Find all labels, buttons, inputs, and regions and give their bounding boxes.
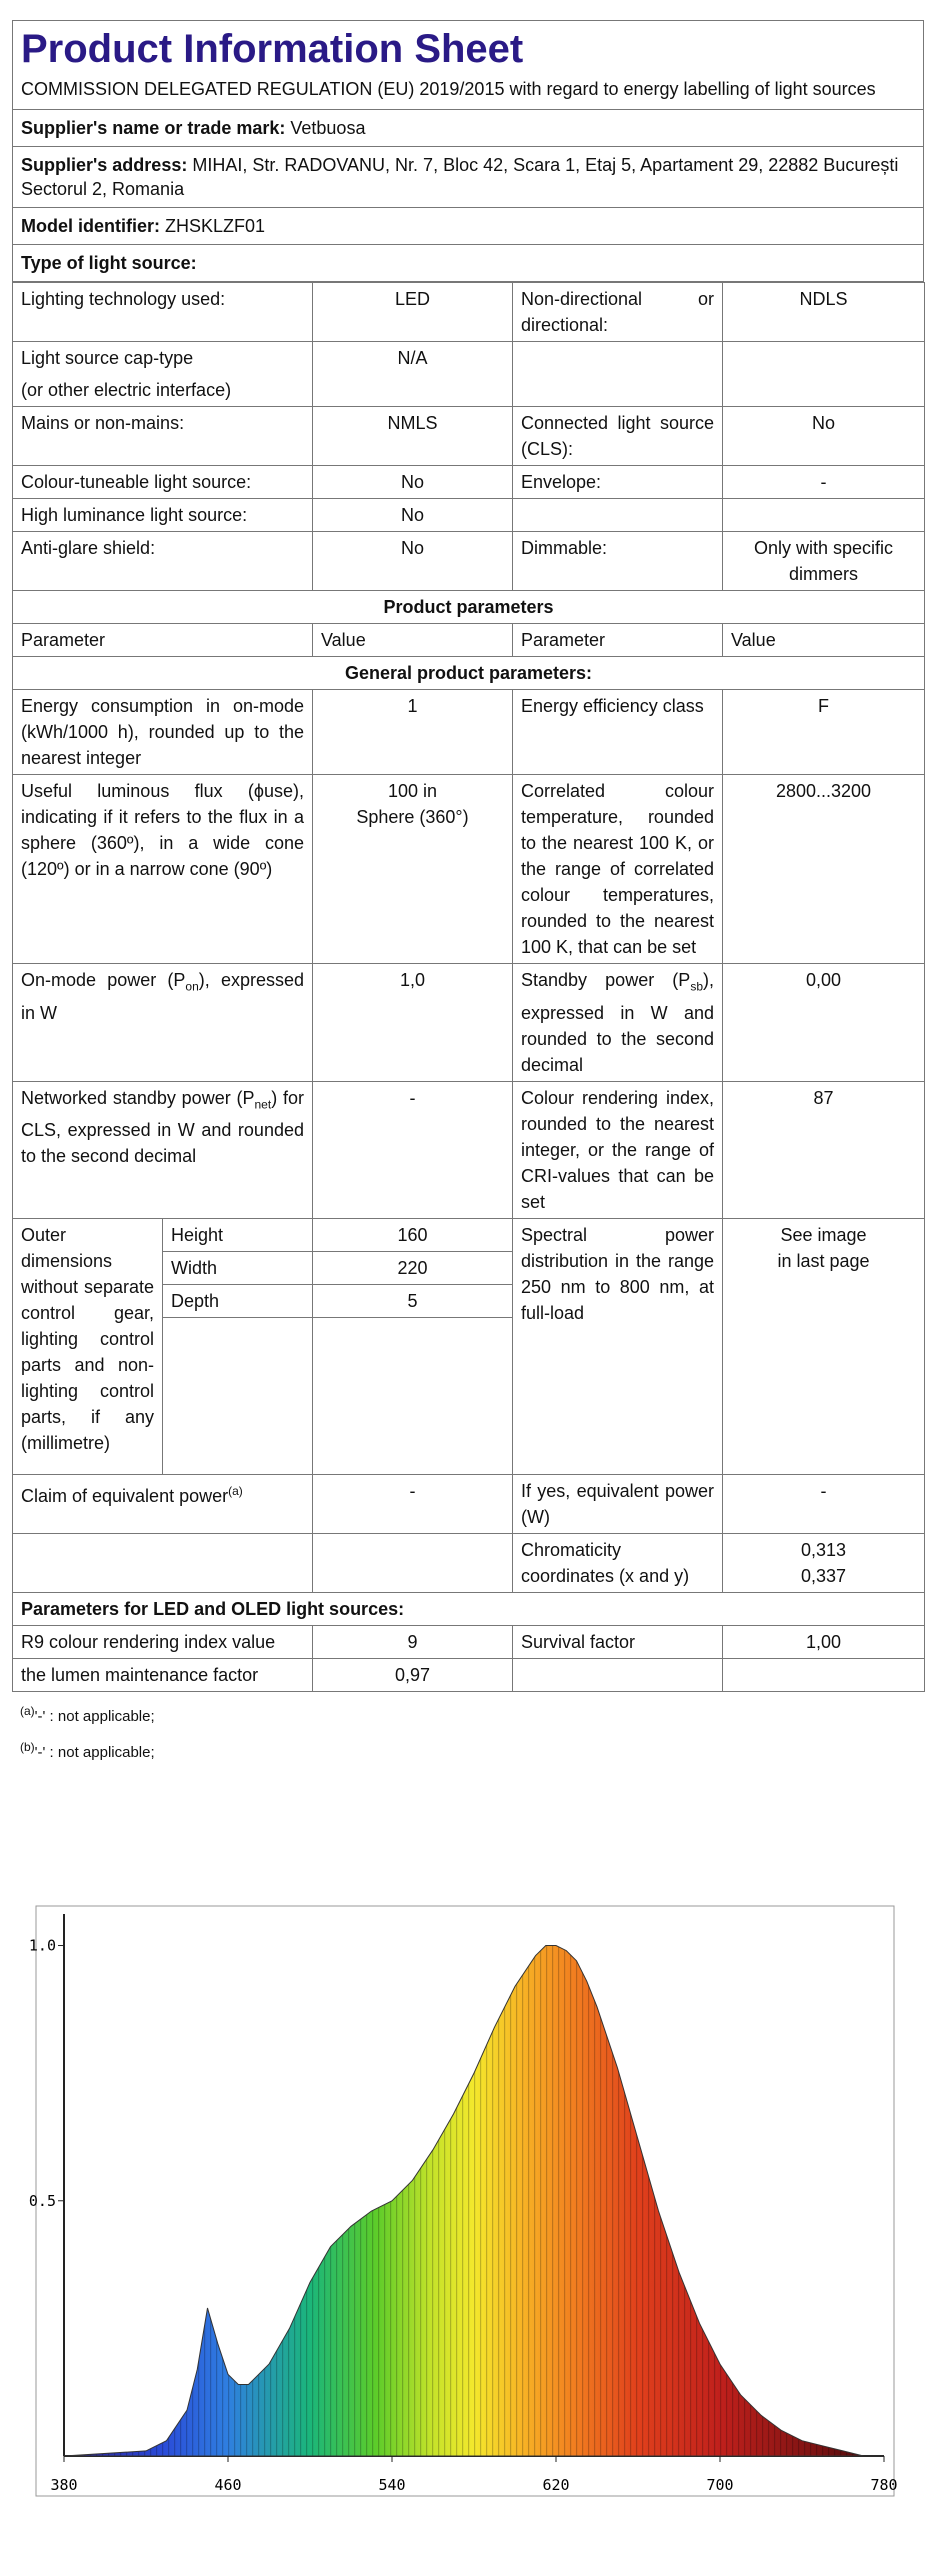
cell-line: See image <box>780 1224 867 1245</box>
spectral-power-distribution-chart <box>12 1900 924 2520</box>
cell-text: On-mode power (P <box>21 970 186 990</box>
cell <box>13 1533 313 1592</box>
chart-svg <box>12 1900 924 2520</box>
cell <box>723 342 925 407</box>
cell: Connected light source (CLS): <box>513 407 723 466</box>
x-tick-label: 460 <box>214 2476 242 2494</box>
model-identifier: ZHSKLZF01 <box>165 216 266 236</box>
footnote-a <box>20 1696 924 1732</box>
cell: 1,00 <box>723 1625 925 1658</box>
cell <box>13 342 313 407</box>
type-label: Type of light source: <box>21 253 197 273</box>
cell <box>723 1658 925 1691</box>
cell: Height <box>163 1218 313 1251</box>
cell <box>13 1081 313 1218</box>
cell: Useful luminous flux (ϕuse), indicating if it refers to the flux in a sphere (360º), in a wide cone (120º) or in a narrow cone (90º) <box>13 775 313 964</box>
table-row <box>13 624 925 657</box>
cell-line: Sphere (360°) <box>356 807 469 827</box>
table-row <box>13 1081 925 1218</box>
table-row <box>13 1474 925 1533</box>
cell: No <box>313 499 513 532</box>
table-row <box>13 690 925 775</box>
cell <box>163 1317 313 1474</box>
cell: Dimmable: <box>513 532 723 591</box>
cell-line: in last page <box>777 1250 870 1271</box>
subscript: sb <box>690 979 703 994</box>
cell-text: Networked standby power (P <box>21 1087 255 1108</box>
cell: Chromaticity coordinates (x and y) <box>513 1533 723 1592</box>
supplier-address: MIHAI, Str. RADOVANU, Nr. 7, Bloc 42, Scara 1, Etaj 5, Apartament 29, 22882 București Sectorul 2, Romania <box>21 155 899 199</box>
cell: 9 <box>313 1625 513 1658</box>
cell: Envelope: <box>513 466 723 499</box>
cell-text: ) for CLS, expressed in W and rounded to the second decimal <box>21 1087 304 1167</box>
subscript: net <box>254 1097 272 1112</box>
footnote-text: '-' : not applicable; <box>34 1743 155 1761</box>
cell-text: ), expressed in W <box>21 970 305 1023</box>
cell: Width <box>163 1251 313 1284</box>
cell: Colour-tuneable light source: <box>13 466 313 499</box>
section-heading: General product parameters: <box>13 657 925 690</box>
table-row <box>13 499 925 532</box>
supplier-name: Vetbuosa <box>290 118 366 138</box>
page-title: Product Information Sheet <box>12 20 924 75</box>
cell: Lighting technology used: <box>13 283 313 342</box>
cell: - <box>313 1474 513 1533</box>
cell <box>513 499 723 532</box>
cell: 220 <box>313 1251 513 1284</box>
cell: - <box>723 1474 925 1533</box>
table-row <box>13 591 925 624</box>
cell: Energy efficiency class <box>513 690 723 775</box>
cell: Only with specific dimmers <box>723 532 925 591</box>
cell: High luminance light source: <box>13 499 313 532</box>
model-row <box>12 208 924 245</box>
cell: Colour rendering index, rounded to the nearest integer, or the range of CRI-values that can be set <box>513 1081 723 1218</box>
footnote-mark: (b) <box>20 1739 35 1754</box>
table-row <box>13 1218 925 1251</box>
supplier-address-row <box>12 147 924 208</box>
cell: If yes, equivalent power (W) <box>513 1474 723 1533</box>
cell: the lumen maintenance factor <box>13 1658 313 1691</box>
cell: NDLS <box>723 283 925 342</box>
x-tick-label: 380 <box>50 2476 78 2494</box>
footnote-text: '-' : not applicable; <box>34 1707 155 1725</box>
type-row <box>12 245 924 282</box>
cell: Mains or non-mains: <box>13 407 313 466</box>
table-row <box>13 283 925 342</box>
cell: N/A <box>313 342 513 407</box>
cell <box>513 342 723 407</box>
cell: LED <box>313 283 513 342</box>
cell <box>513 964 723 1082</box>
footnotes <box>12 1692 924 1768</box>
cell-line: 0,337 <box>800 1565 847 1586</box>
cell: Spectral power distribution in the range 250 nm to 800 nm, at full-load <box>513 1218 723 1474</box>
supplier-name-label: Supplier's name or trade mark: <box>21 118 286 138</box>
cell <box>723 499 925 532</box>
cell: 160 <box>313 1218 513 1251</box>
cell <box>513 1658 723 1691</box>
cell: No <box>313 532 513 591</box>
footnote-b <box>20 1732 924 1768</box>
product-information-sheet <box>12 20 924 1768</box>
table-row <box>13 657 925 690</box>
table-row <box>13 532 925 591</box>
cell: Depth <box>163 1284 313 1317</box>
cell: 1,0 <box>313 964 513 1082</box>
supplier-name-row <box>12 110 924 147</box>
table-row <box>13 1533 925 1592</box>
cell: Survival factor <box>513 1625 723 1658</box>
cell: 1 <box>313 690 513 775</box>
x-tick-label: 540 <box>378 2476 406 2494</box>
cell: R9 colour rendering index value <box>13 1625 313 1658</box>
table-row <box>13 1658 925 1691</box>
cell <box>13 1474 313 1533</box>
cell: 0,97 <box>313 1658 513 1691</box>
table-row <box>13 1625 925 1658</box>
cell-line: (or other electric interface) <box>21 380 232 400</box>
supplier-address-label: Supplier's address: <box>21 155 188 175</box>
cell-text: Claim of equivalent power <box>21 1485 229 1506</box>
cell: Energy consumption in on-mode (kWh/1000 h), rounded up to the nearest integer <box>13 690 313 775</box>
x-tick-label: 780 <box>870 2476 898 2494</box>
cell-line: 100 in <box>387 781 438 801</box>
column-header: Parameter <box>513 624 723 657</box>
cell: No <box>313 466 513 499</box>
footnote-mark: (a) <box>20 1703 35 1718</box>
cell: NMLS <box>313 407 513 466</box>
cell <box>313 1533 513 1592</box>
cell: Non-directional or directional: <box>513 283 723 342</box>
parameters-table <box>12 282 925 1692</box>
cell: 5 <box>313 1284 513 1317</box>
cell: Anti-glare shield: <box>13 532 313 591</box>
table-row <box>13 466 925 499</box>
cell-text: ), expressed in W and rounded to the second decimal <box>521 970 714 1075</box>
cell: 87 <box>723 1081 925 1218</box>
cell: 0,00 <box>723 964 925 1082</box>
regulation-text: COMMISSION DELEGATED REGULATION (EU) 2019/2015 with regard to energy labelling of light sources <box>12 75 924 110</box>
cell-line: 0,313 <box>800 1539 847 1560</box>
y-tick-label: 0.5 <box>28 2191 56 2210</box>
table-row <box>13 775 925 964</box>
cell-text: Standby power (P <box>521 970 691 990</box>
cell: Outer dimensions without separate control gear, lighting control parts and non-lighting control parts, if any (millimetre) <box>13 1218 163 1474</box>
column-header: Parameter <box>13 624 313 657</box>
table-row <box>13 1592 925 1625</box>
cell <box>313 775 513 964</box>
cell: Correlated colour temperature, rounded to the nearest 100 K, or the range of correlated colour temperatures, rounded to the nearest 100 K, that can be set <box>513 775 723 964</box>
cell: No <box>723 407 925 466</box>
cell <box>13 964 313 1082</box>
section-heading: Parameters for LED and OLED light sources: <box>13 1592 925 1625</box>
cell: F <box>723 690 925 775</box>
x-tick-label: 620 <box>542 2476 570 2494</box>
cell <box>313 1317 513 1474</box>
table-row <box>13 407 925 466</box>
model-label: Model identifier: <box>21 216 160 236</box>
superscript: (a) <box>228 1483 243 1498</box>
cell <box>723 1218 925 1474</box>
table-row <box>13 964 925 1082</box>
cell <box>723 1533 925 1592</box>
y-tick-label: 1.0 <box>28 1936 56 1955</box>
column-header: Value <box>313 624 513 657</box>
table-row <box>13 342 925 407</box>
column-header: Value <box>723 624 925 657</box>
cell: 2800...3200 <box>723 775 925 964</box>
cell: - <box>313 1081 513 1218</box>
section-heading: Product parameters <box>13 591 925 624</box>
cell-line: Light source cap-type <box>21 348 194 368</box>
x-tick-label: 700 <box>706 2476 734 2494</box>
cell: - <box>723 466 925 499</box>
subscript: on <box>185 979 199 994</box>
